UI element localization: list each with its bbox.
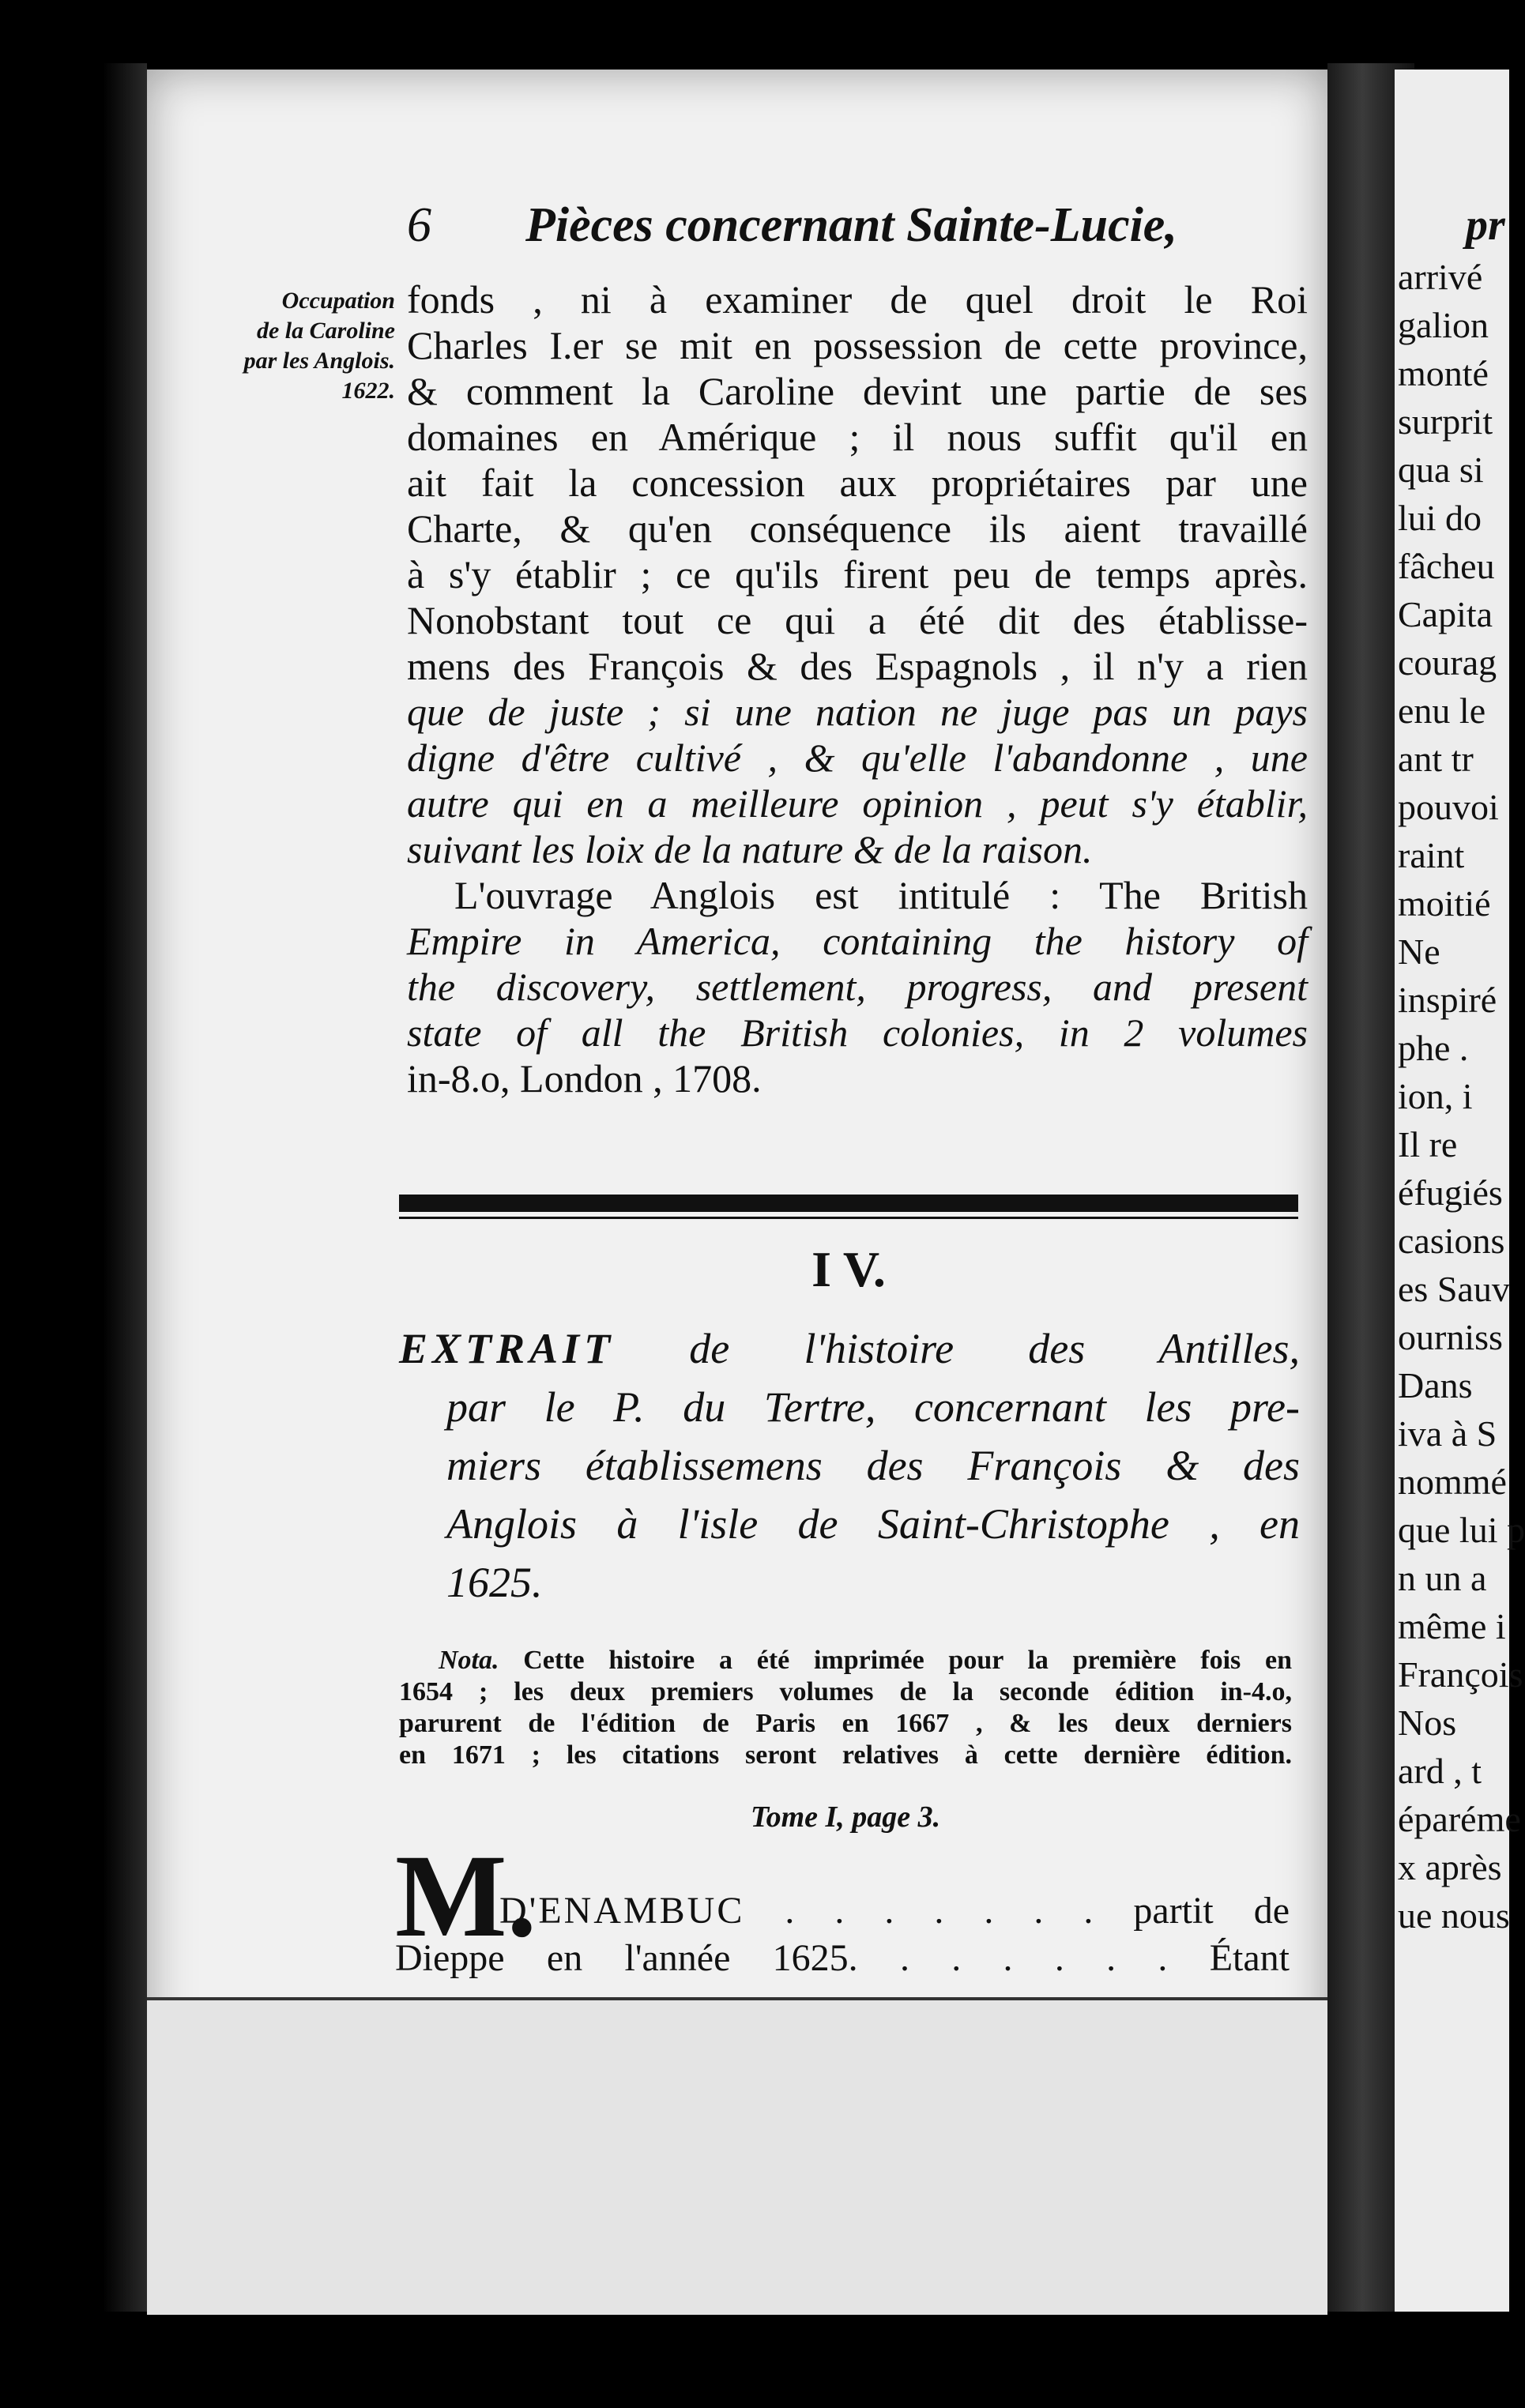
opening-line-1 xyxy=(499,1888,1290,1934)
note-label: Nota. xyxy=(439,1646,499,1675)
margin-note-line: de la Caroline xyxy=(256,318,395,344)
text-line: Empire in America, containing the history of xyxy=(407,919,1308,963)
facing-page-fragment: ant tr xyxy=(1398,739,1474,779)
text-line: à s'y établir ; ce qu'ils firent peu de temps après. xyxy=(407,552,1308,596)
facing-page xyxy=(1395,70,1525,2312)
facing-page-fragment: ion, i xyxy=(1398,1076,1473,1116)
facing-page-fragment: nommé xyxy=(1398,1462,1507,1502)
facing-page-fragment: Nos xyxy=(1398,1703,1457,1743)
margin-note-line: 1622. xyxy=(341,378,395,404)
facing-page-fragment: fâcheu xyxy=(1398,546,1495,586)
facing-page-fragment: galion xyxy=(1398,305,1489,345)
facing-page-fragment: ue nous xyxy=(1398,1895,1510,1936)
facing-page-fragment: éparéme xyxy=(1398,1799,1521,1839)
opening-name: D'ENAMBUC xyxy=(499,1890,745,1932)
facing-page-fragment: Ne xyxy=(1398,931,1440,972)
facing-page-fragment: arrivé xyxy=(1398,257,1483,297)
note-line: parurent de l'édition de Paris en 1667 , & les deux derniers xyxy=(399,1709,1292,1738)
drop-capital: M. xyxy=(395,1830,537,1962)
facing-page-fragment: casions xyxy=(1398,1221,1505,1261)
binding-shadow-left xyxy=(103,63,147,2312)
extract-title xyxy=(399,1319,1300,1612)
section-divider xyxy=(399,1195,1298,1212)
facing-page-fragment: surprit xyxy=(1398,401,1493,442)
opening-line xyxy=(395,1936,1290,1981)
extract-title-line: par le P. du Tertre, concernant les pre- xyxy=(446,1383,1300,1431)
text-line: Charte, & qu'en conséquence ils aient travaillé xyxy=(407,506,1308,551)
margin-note-line: par les Anglois. xyxy=(243,348,395,374)
extract-title-line: miers établissemens des François & des xyxy=(446,1442,1300,1489)
text-line: autre qui en a meilleure opinion , peut s'y établir, xyxy=(407,781,1308,826)
text-line: & comment la Caroline devint une partie de ses xyxy=(407,369,1308,413)
note-line xyxy=(399,1645,1292,1676)
facing-page-fragment: monté xyxy=(1398,353,1489,393)
facing-page-fragment: Dans xyxy=(1398,1365,1473,1405)
facing-page-fragment: iva à S xyxy=(1398,1413,1497,1454)
facing-page-fragment: que lui p xyxy=(1398,1510,1525,1550)
margin-note-line: Occupation xyxy=(281,288,395,314)
note-line: 1654 ; les deux premiers volumes de la seconde édition in-4.o, xyxy=(399,1677,1292,1706)
text-line: domaines en Amérique ; il nous suffit qu'il en xyxy=(407,415,1308,459)
text-line: suivant les loix de la nature & de la raison. xyxy=(407,827,1093,871)
extract-title-line xyxy=(399,1319,1300,1378)
text-line: Nonobstant tout ce qui a été dit des établisse- xyxy=(407,598,1308,642)
opening-line-2: Dieppe en l'année 1625. . . . . . . Étant xyxy=(395,1937,1290,1979)
extract-title-text: de l'histoire des Antilles, xyxy=(689,1325,1300,1372)
facing-page-fragment: es Sauv xyxy=(1398,1269,1510,1309)
text-line: state of all the British colonies, in 2 volumes xyxy=(407,1010,1308,1055)
facing-page-fragment: moitié xyxy=(1398,883,1491,924)
facing-page-fragment: inspiré xyxy=(1398,980,1497,1020)
page-number: 6 xyxy=(407,198,431,252)
editorial-note xyxy=(399,1645,1292,1771)
facing-page-fragment: n un a xyxy=(1398,1558,1487,1598)
note-line: en 1671 ; les citations seront relatives à cette dernière édition. xyxy=(399,1740,1292,1770)
text-line: Charles I.er se mit en possession de cette province, xyxy=(407,323,1308,367)
running-title: Pièces concernant Sainte-Lucie, xyxy=(525,198,1177,252)
facing-page-fragment: François xyxy=(1398,1654,1523,1695)
facing-page-fragment: enu le xyxy=(1398,690,1486,731)
text-line: que de juste ; si une nation ne juge pas un pays xyxy=(407,690,1308,734)
margin-note xyxy=(188,286,395,406)
facing-page-fragment: ourniss xyxy=(1398,1317,1503,1357)
facing-page-fragment: Capita xyxy=(1398,594,1493,634)
note-text: Cette histoire a été imprimée pour la première fois en xyxy=(523,1646,1292,1675)
text-line: ait fait la concession aux propriétaires par une xyxy=(407,461,1308,505)
facing-page-fragment: même i xyxy=(1398,1606,1506,1646)
text-line: fonds , ni à examiner de quel droit le Roi xyxy=(407,277,1308,322)
text-line: the discovery, settlement, progress, and present xyxy=(407,965,1308,1009)
facing-page-fragment: Il re xyxy=(1398,1124,1458,1164)
facing-page-fragment: ard , t xyxy=(1398,1751,1482,1791)
scan-bed-area xyxy=(147,1997,1327,2315)
facing-page-fragment: pouvoi xyxy=(1398,787,1499,827)
opening-line xyxy=(499,1888,1290,1934)
extract-title-line: 1625. xyxy=(446,1559,543,1606)
opening-rest: . . . . . . . partit de xyxy=(785,1890,1290,1932)
extract-first-word: EXTRAIT xyxy=(399,1325,616,1372)
section-number: I V. xyxy=(811,1241,886,1297)
text-line: digne d'être cultivé , & qu'elle l'abandonne , une xyxy=(407,736,1308,780)
facing-page-fragment: courag xyxy=(1398,642,1497,683)
facing-page-fragment: pr xyxy=(1466,201,1505,250)
facing-page-fragment: éfugiés xyxy=(1398,1172,1503,1213)
facing-page-fragment: phe . xyxy=(1398,1028,1469,1068)
facing-page-fragment: qua si xyxy=(1398,450,1484,490)
text-line: L'ouvrage Anglois est intitulé : The British xyxy=(454,873,1308,917)
facing-page-fragment: lui do xyxy=(1398,498,1482,538)
extract-title-line: Anglois à l'isle de Saint-Christophe , en xyxy=(446,1500,1300,1548)
text-line: mens des François & des Espagnols , il n'y a rien xyxy=(407,644,1308,688)
facing-page-fragment: x après xyxy=(1398,1847,1502,1887)
page-header xyxy=(407,198,1308,261)
facing-page-fragment: raint xyxy=(1398,835,1465,875)
text-line: in-8.o, London , 1708. xyxy=(407,1056,762,1101)
body-text xyxy=(407,277,1308,1101)
tome-reference: Tome I, page 3. xyxy=(750,1800,941,1834)
